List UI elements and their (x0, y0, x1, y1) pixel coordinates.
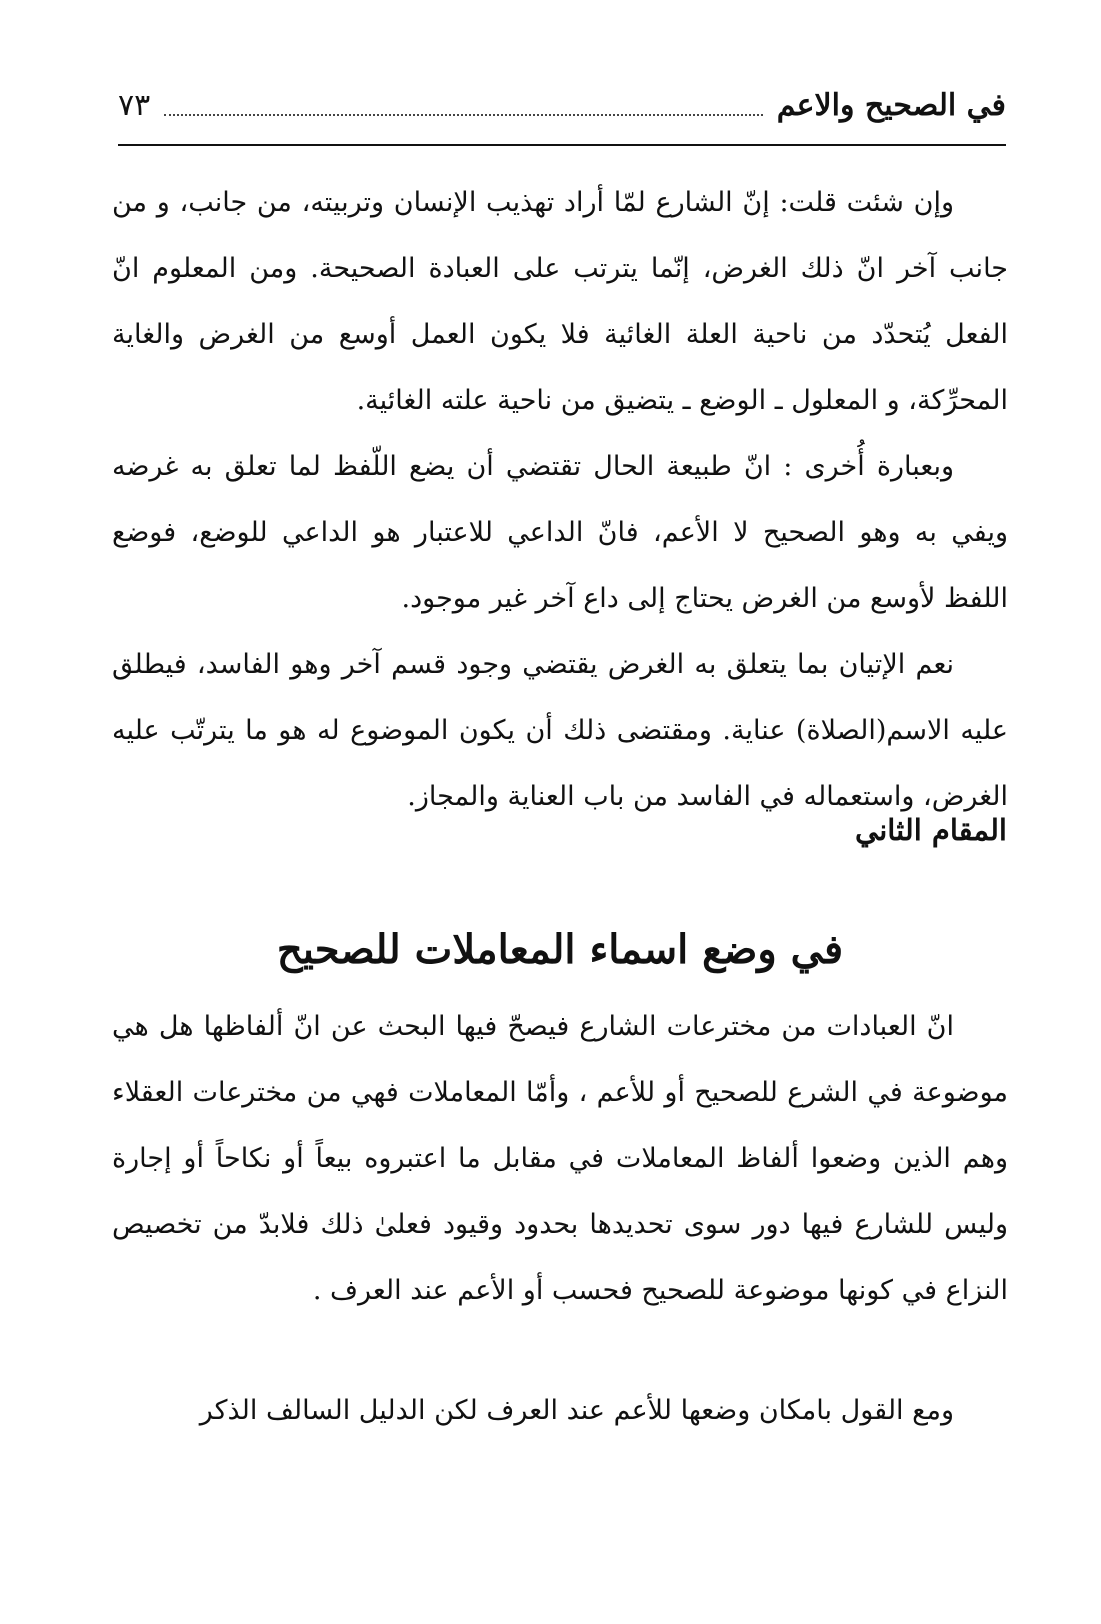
paragraph: وبعبارة أُخرى : انّ طبيعة الحال تقتضي أن يضع اللّفظ لما تعلق به غرضه ويفي به وهو الصحيح لا الأعم، فانّ الداعي للاعتبار هو الداعي للوضع، فوضع اللفظ لأوسع من الغرض يحتاج إلى داع آخر غير موجود. (112, 451, 1008, 614)
body-text-part-1 (112, 170, 1008, 830)
paragraph: ومع القول بامكان وضعها للأعم عند العرف لكن الدليل السالف الذكر (199, 1395, 954, 1426)
section-label: المقام الثاني (855, 813, 1007, 847)
running-title: في الصحيح والاعم (776, 88, 1006, 123)
header-rule (118, 144, 1006, 146)
dotted-leader (164, 113, 762, 116)
chapter-title: في وضع اسماء المعاملات للصحيح (276, 926, 844, 973)
paragraph: نعم الإتيان بما يتعلق به الغرض يقتضي وجود قسم آخر وهو الفاسد، فيطلق عليه الاسم(الصلاة) عناية. ومقتضى ذلك أن يكون الموضوع له هو ما يترتّب عليه الغرض، واستعماله في الفاسد من باب العناية والمجاز. (112, 649, 1008, 812)
body-text-part-2 (112, 994, 1008, 1324)
paragraph: وإن شئت قلت: إنّ الشارع لمّا أراد تهذيب الإنسان وتربيته، من جانب، و من جانب آخر انّ ذلك الغرض، إنّما يترتب على العبادة الصحيحة. ومن المعلوم انّ الفعل يُتحدّد من ناحية العلة الغائية فلا يكون العمل أوسع من الغرض والغاية المحرِّكة، و المعلول ـ الوضع ـ يتضيق من ناحية علته الغائية. (112, 187, 1008, 416)
running-header (118, 78, 1006, 126)
body-text-part-3 (112, 1378, 1008, 1444)
page-number: ٧٣ (118, 88, 151, 123)
paragraph: انّ العبادات من مخترعات الشارع فيصحّ فيها البحث عن انّ ألفاظها هل هي موضوعة في الشرع للصحيح أو للأعم ، وأمّا المعاملات فهي من مخترعات العقلاء وهم الذين وضعوا ألفاظ المعاملات في مقابل ما اعتبروه بيعاً أو نكاحاً أو إجارة وليس للشارع فيها دور سوى تحديدها بحدود وقيود فعلىٰ ذلك فلابدّ من تخصيص النزاع في كونها موضوعة للصحيح فحسب أو الأعم عند العرف . (112, 1011, 1008, 1306)
